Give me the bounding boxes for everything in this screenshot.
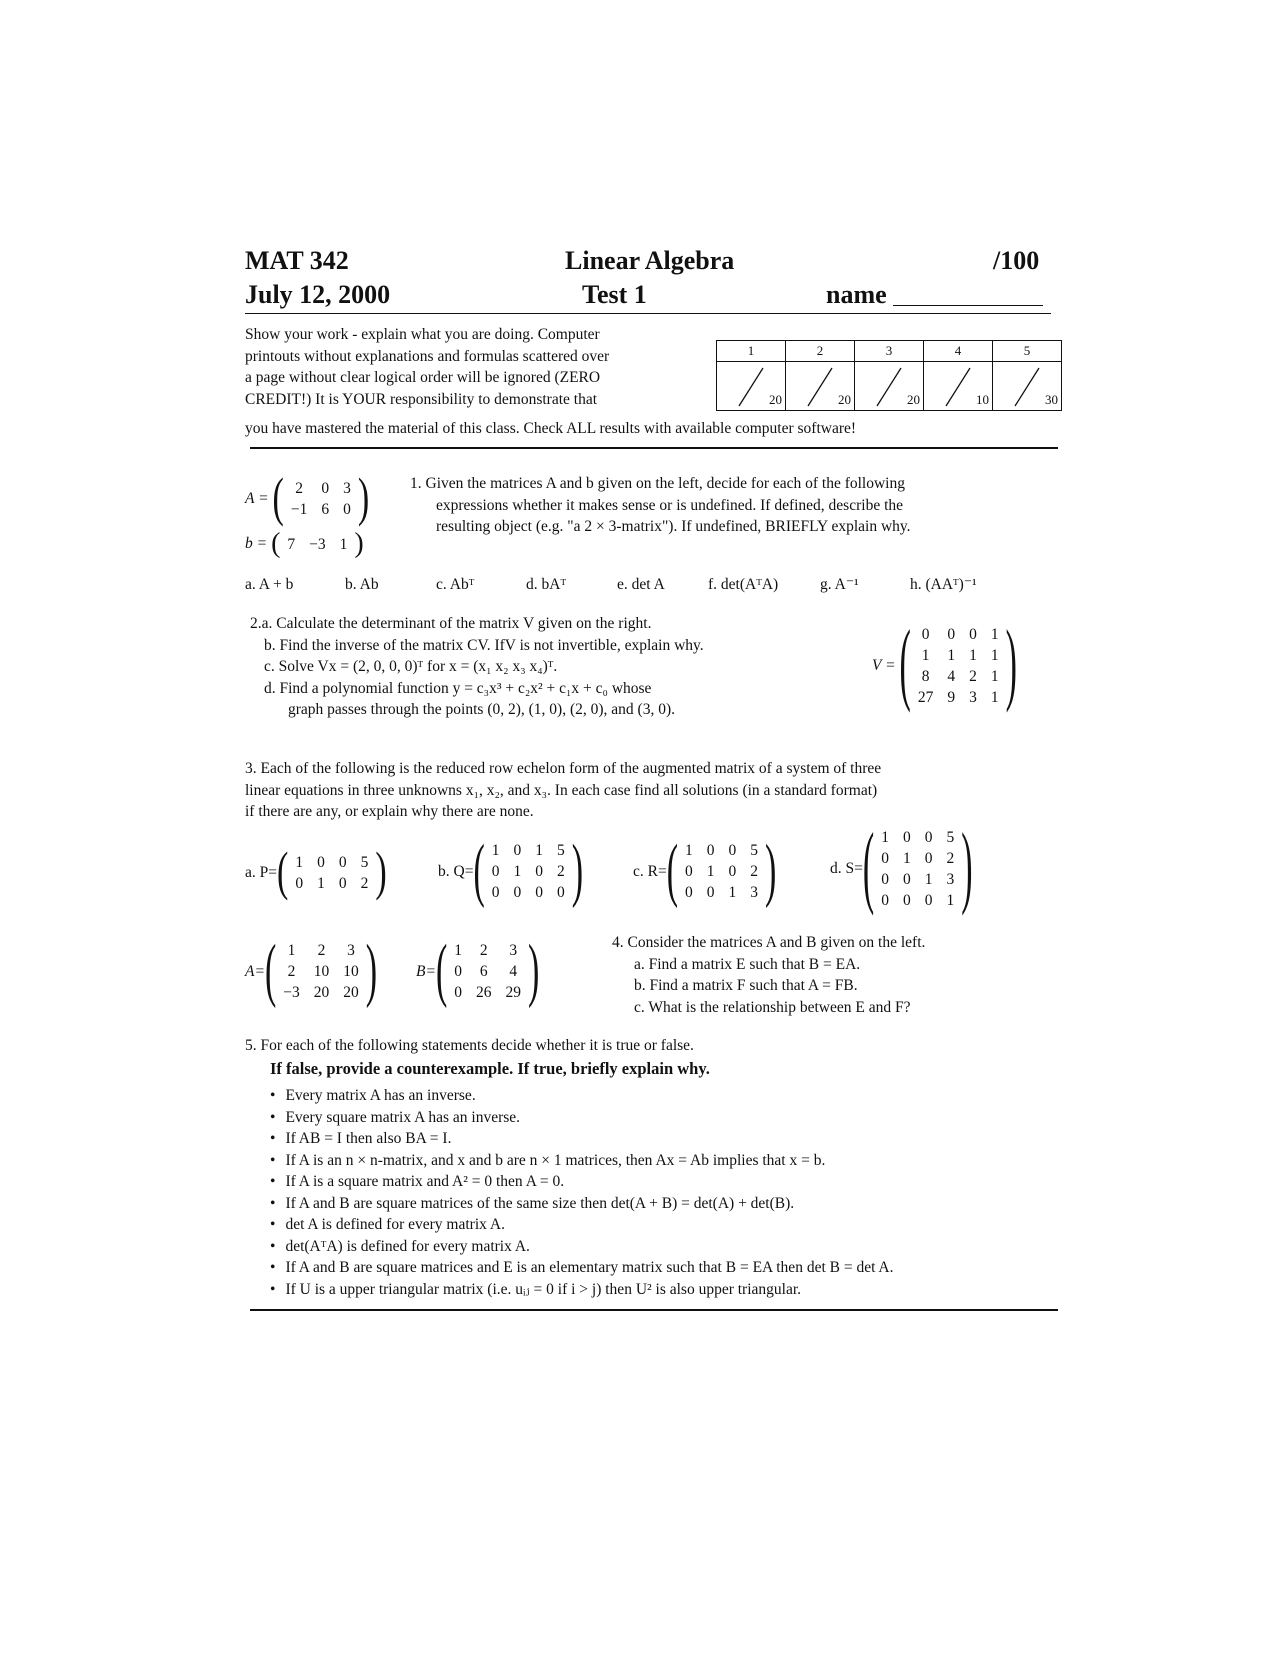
score-cell-4[interactable] xyxy=(924,362,993,411)
max-points-3: 20 xyxy=(907,392,920,407)
course-title: Linear Algebra xyxy=(565,246,735,275)
q5-statement: • det(AᵀA) is defined for every matrix A. xyxy=(270,1236,1070,1258)
q1-vector-b: b = ( 7 −3 1 ) xyxy=(245,528,364,559)
q5-statement: • If A and B are square matrices of the same size then det(A + B) = det(A) + det(B). xyxy=(270,1193,1070,1215)
q1-part-a: a. A + b xyxy=(245,576,294,593)
q2-matrix-v: V = ( 0 0 0 1 1 1 1 1 8 4 2 1 27 9 3 1 ) xyxy=(872,614,1017,715)
name-label: name xyxy=(826,280,887,309)
q1-part-c: c. Abᵀ xyxy=(436,576,475,593)
header-rule xyxy=(245,313,1051,314)
q1-part-d: d. bAᵀ xyxy=(526,576,567,593)
max-points-5: 30 xyxy=(1045,392,1058,407)
q5-statement: • det A is defined for every matrix A. xyxy=(270,1214,1070,1236)
q5-instruction: If false, provide a counterexample. If true, briefly explain why. xyxy=(270,1059,710,1078)
q3-text: 3. Each of the following is the reduced row echelon form of the augmented matrix of a system of three linear equations in three unknowns x₁, x₂, and x₃. In each case find all solutions (in a standard format) if there are any, or explain why there are none. xyxy=(245,760,882,820)
score-cell-3[interactable] xyxy=(855,362,924,411)
score-header-5: 5 xyxy=(993,341,1062,362)
q3-matrix-p: a. P= ( 1 0 0 5 0 1 0 2 ) xyxy=(245,842,387,902)
score-cell-2[interactable] xyxy=(786,362,855,411)
score-cell-5[interactable] xyxy=(993,362,1062,411)
instructions: Show your work - explain what you are doing. Computer printouts without explanations and formulas scattered over a page without clear logical order will be ignored (ZERO CREDIT!) It is YOUR responsibility to demonstrate that xyxy=(245,326,610,408)
q5-statement-list xyxy=(270,1085,1070,1300)
q1-part-e: e. det A xyxy=(617,576,665,593)
exam-date: July 12, 2000 xyxy=(245,280,391,309)
q5-statement: • Every matrix A has an inverse. xyxy=(270,1085,1070,1107)
q3-matrix-r: c. R= ( 1 0 0 5 0 1 0 2 0 0 1 3 ) xyxy=(633,831,777,910)
course-code: MAT 342 xyxy=(245,246,349,275)
q5-statement: • Every square matrix A has an inverse. xyxy=(270,1107,1070,1129)
q1-part-b: b. Ab xyxy=(345,576,379,593)
section-rule-top xyxy=(250,447,1058,449)
q1-text: 1. Given the matrices A and b given on the left, decide for each of the following expressions whether it makes sense or is undefined. If defined, describe the resulting object (e.g. "a 2 × 3-matrix"). If undefined, BRIEFLY explain why. xyxy=(410,475,911,535)
score-header-1: 1 xyxy=(717,341,786,362)
q4-matrix-a: A= ( 1 2 3 2 10 10 −3 20 20 ) xyxy=(245,931,378,1010)
q1-part-g: g. A⁻¹ xyxy=(820,576,859,593)
max-points-2: 20 xyxy=(838,392,851,407)
q1-part-f: f. det(AᵀA) xyxy=(708,576,779,593)
score-header-2: 2 xyxy=(786,341,855,362)
q1-matrix-a: A = ( 2 0 3 −1 6 0 ) xyxy=(245,468,370,528)
score-table xyxy=(716,340,1062,411)
score-cell-1[interactable] xyxy=(717,362,786,411)
score-header-3: 3 xyxy=(855,341,924,362)
q3-matrix-q: b. Q= ( 1 0 1 5 0 1 0 2 0 0 0 0 ) xyxy=(438,831,584,910)
q4-matrix-b: B= ( 1 2 3 0 6 4 0 26 29 ) xyxy=(416,931,540,1010)
section-rule-bottom xyxy=(250,1309,1058,1311)
score-header-4: 4 xyxy=(924,341,993,362)
q4-text: 4. Consider the matrices A and B given on the left. a. Find a matrix E such that B = EA. b. Find a matrix F such that A = FB. c. What is the relationship between E and F? xyxy=(612,934,926,1016)
q2-text: 2.a. Calculate the determinant of the matrix V given on the right. b. Find the inverse of the matrix CV. IfV is not invertible, explain why. c. Solve Vx = (2, 0, 0, 0)ᵀ for x = (x₁ x₂ x₃ x₄)ᵀ. d. Find a polynomial function y = c₃x³ + c₂x² + c₁x + c₀ whose graph passes through the points (0, 2), (1, 0), (2, 0), and (3, 0). xyxy=(250,615,704,718)
q5-statement: • If A is a square matrix and A² = 0 then A = 0. xyxy=(270,1171,1070,1193)
instructions-last-line: you have mastered the material of this class. Check ALL results with available computer software! xyxy=(245,420,857,437)
total-points: /100 xyxy=(993,246,1040,275)
q5-statement: • If A is an n × n-matrix, and x and b are n × 1 matrices, then Ax = Ab implies that x = b. xyxy=(270,1150,1070,1172)
max-points-1: 20 xyxy=(769,392,782,407)
q1-part-h: h. (AAᵀ)⁻¹ xyxy=(910,576,977,593)
q5-statement: • If A and B are square matrices and E is an elementary matrix such that B = EA then det B = det A. xyxy=(270,1257,1070,1279)
max-points-4: 10 xyxy=(976,392,989,407)
q5-statement: • If U is a upper triangular matrix (i.e. uᵢⱼ = 0 if i > j) then U² is also upper triangular. xyxy=(270,1279,1070,1301)
q5-statement: • If AB = I then also BA = I. xyxy=(270,1128,1070,1150)
name-line[interactable] xyxy=(893,305,1043,306)
test-number: Test 1 xyxy=(582,280,647,309)
q1-a-grid: 2 0 3 −1 6 0 xyxy=(290,480,351,518)
q3-matrix-s: d. S= ( 1 0 0 5 0 1 0 2 0 0 1 3 0 0 0 1 ) xyxy=(830,817,973,918)
q5-intro: 5. For each of the following statements decide whether it is true or false. xyxy=(245,1037,694,1054)
